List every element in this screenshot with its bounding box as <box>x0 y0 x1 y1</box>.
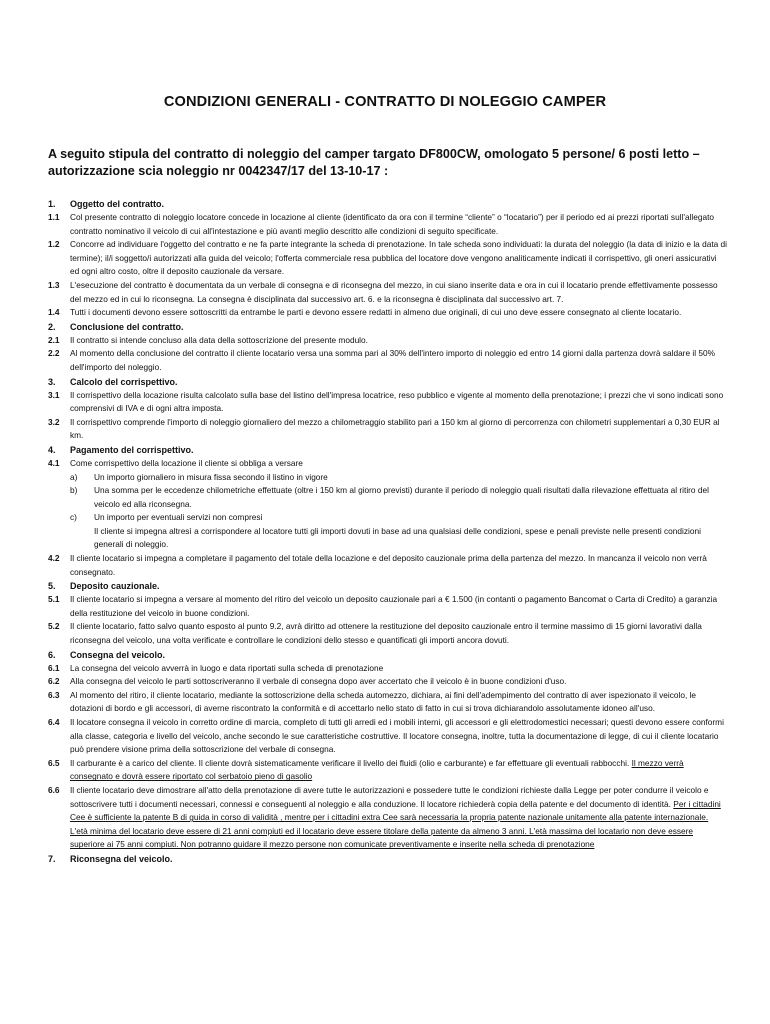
clause-text: Come corrispettivo della locazione il cliente si obbliga a versare <box>70 457 303 468</box>
clause-number: 6.1 <box>48 662 60 673</box>
section-heading <box>48 320 728 334</box>
clause-number: 2.1 <box>48 334 60 345</box>
clause-number: 6.5 <box>48 757 60 768</box>
clause-text: La consegna del veicolo avverrà in luogo e data riportati sulla scheda di prenotazione <box>70 662 384 673</box>
list-text: Una somma per le eccedenze chilometriche effettuate (oltre i 150 km al giorno previsti) durante il periodo di noleggio quali risultati dalla rilevazione effettuata al ritiro del veicolo ed alla riconsegna. <box>94 485 709 509</box>
document-title: CONDIZIONI GENERALI - CONTRATTO DI NOLEGGIO CAMPER <box>163 94 607 110</box>
clause-number: 5.1 <box>48 594 60 605</box>
section-heading <box>48 579 728 593</box>
clause-number: 4.2 <box>48 553 60 564</box>
clause-text: Alla consegna del veicolo le parti sottoscriveranno il verbale di consegna dopo aver accertato che il veicolo è in buone condizioni d'uso. <box>70 676 567 687</box>
clause-text: Al momento del ritiro, il cliente locatario, mediante la sottoscrizione della scheda automezzo, dichiara, ai fini dell'adempimento del contratto di aver ispezionato il veicolo, le dotazioni di bordo e gli accessori, di averne riscontrato la conformità e di accettarlo nello stato di fatto in cui si trova dichiarandolo assolutamente idoneo all'uso. <box>70 689 697 714</box>
section-number: 4. <box>48 444 56 455</box>
clause-text: Il locatore consegna il veicolo in corretto ordine di marcia, completo di tutti gli arredi ed i mobili interni, gli accessori e gli elettrodomestici necessari; questi devono essere conformi alla classe, categoria e livello del veicolo, anche secondo le sue caratteristiche costruttive. Il locatore consegna, inoltre, tutta la documentazione di legge, di cui il cliente locatario può prendere visione prima della sottoscrizione del verbale di consegna. <box>70 717 724 755</box>
clause-number: 2.2 <box>48 348 60 359</box>
contract-intro: A seguito stipula del contratto di noleggio del camper targato DF800CW, omologato 5 persone/ 6 posti letto – autorizzazione scia noleggio nr 0042347/17 del 13-10-17 : <box>48 147 700 178</box>
clause-number: 6.2 <box>48 676 60 687</box>
underlined-clause-text: Per i cittadini Cee è sufficiente la patente B di guida in corso di validità , mentre per i cittadini extra Cee sarà necessaria la propria patente nazionale unitamente alla patente internazionale. L'età minima del locatario deve essere di 21 anni compiuti ed il locatario deve essere titolare della patente da almeno 3 anni. L'età massima del locatario non deve essere superiore ai 75 anni compiuti. Non potranno guidare il mezzo persone non comunicate preventivamente e inserite nella scheda di prenotazione <box>70 798 721 850</box>
clause-text: Al momento della conclusione del contratto il cliente locatario versa una somma pari al 30% dell'intero importo di noleggio ed entro 14 giorni dalla partenza dovrà saldare il 50% dell'importo del noleggio. <box>70 348 715 372</box>
list-letter: a) <box>70 471 78 482</box>
list-item <box>48 484 728 511</box>
list-text: Un importo giornaliero in misura fissa secondo il listino in vigore <box>94 471 328 482</box>
clause-number: 1.1 <box>48 212 60 222</box>
section-title: Calcolo del corrispettivo. <box>70 376 178 387</box>
document-body <box>48 197 728 866</box>
clause <box>48 675 728 689</box>
clause-number: 1.4 <box>48 307 60 318</box>
clause <box>48 716 728 757</box>
clause-text: Il cliente locatario si impegna a completare il pagamento del totale della locazione e del deposito cauzionale prima della partenza del mezzo. In mancanza il veicolo non verrà consegnato. <box>70 553 707 577</box>
section-number: 7. <box>48 853 56 864</box>
section-number: 2. <box>48 321 56 332</box>
clause <box>48 757 728 784</box>
clause-number: 6.4 <box>48 717 60 727</box>
clause <box>48 279 728 306</box>
list-text: Un importo per eventuali servizi non compresi <box>94 512 263 523</box>
section-title: Pagamento del corrispettivo. <box>70 444 194 455</box>
clause-text: Il contratto si intende concluso alla data della sottoscrizione del presente modulo. <box>70 334 368 345</box>
list-item <box>48 511 728 525</box>
underlined-clause-text: Il mezzo verrà consegnato e dovrà essere riportato col serbatoio pieno di gasolio <box>70 757 684 782</box>
clause-number: 6.3 <box>48 689 60 700</box>
list-letter: b) <box>70 485 78 496</box>
clause <box>48 552 728 579</box>
clause <box>48 593 728 620</box>
section-title: Deposito cauzionale. <box>70 581 160 592</box>
clause-text: Il carburante è a carico del cliente. Il cliente dovrà sistematicamente verificare il livello dei fluidi (olio e carburante) e far effettuare gli eventuali rabbocchi. <box>70 757 632 768</box>
clause-text: Il cliente locatario deve dimostrare all'atto della prenotazione di avere tutte le autorizzazioni e possedere tutte le condizioni richieste dalla Legge per poter condurre il veicolo e sottoscrivere tutti i documenti necessari, connessi e conseguenti al noleggio e alla conduzione. Il locatore richiederà copia della patente e del documento di identità. <box>70 784 709 809</box>
clause <box>48 211 728 238</box>
clause-text: Col presente contratto di noleggio locatore concede in locazione al cliente (identificato da ora con il termine “cliente” o “locatario”) per il periodo ed ai prezzi riportati sull'allegato contratto nominativo il veicolo di cui all'intestazione e più avanti meglio descritto alle condizioni di seguito specificate. <box>70 212 715 236</box>
section-title: Consegna del veicolo. <box>70 649 166 660</box>
clause-text: Concorre ad individuare l'oggetto del contratto e ne fa parte integrante la scheda di prenotazione. In tale scheda sono individuati: la durata del noleggio (la data di inizio e la data di termine); il/i soggetto/i autorizzati alla guida del veicolo; l'offerta commerciale resa pubblica del locatore dove vengono analiticamente indicati il corrispettivo, gli oneri assicurativi ed ogni altro costo, oltre il deposito cauzionale da versare. <box>70 239 728 277</box>
clause <box>48 784 728 852</box>
list-continuation: Il cliente si impegna altresì a corrispondere al locatore tutti gli importi dovuti in base ad una qualsiasi delle condizioni, spese e penali previste nelle presenti condizioni generali di noleggio. <box>94 525 701 550</box>
section-heading <box>48 443 728 457</box>
section-title: Riconsegna del veicolo. <box>70 853 173 864</box>
clause <box>48 347 728 374</box>
clause-number: 1.2 <box>48 239 60 250</box>
section-title: Conclusione del contratto. <box>70 321 184 332</box>
clause-text: Il corrispettivo della locazione risulta calcolato sulla base del listino dell'impresa locatrice, reso pubblico e vigente al momento della prenotazione; i prezzi che vi sono indicati sono comprensivi di IVA e di ogni altra imposta. <box>70 389 724 414</box>
clause <box>48 306 728 320</box>
clause-number: 5.2 <box>48 621 60 632</box>
section-heading <box>48 197 728 211</box>
clause <box>48 689 728 716</box>
clause-text: L'esecuzione del contratto è documentata da un verbale di consegna e di riconsegna del mezzo, in cui siano inserite data e ora in cui il locatario prende effettivamente possesso del mezzo ed in cui lo riconsegna. La consegna è disciplinata dal successivo art. 6. e la riconsegna è disciplinata dal successivo art. 7. <box>70 279 718 304</box>
section-number: 5. <box>48 581 56 592</box>
section-number: 6. <box>48 649 56 660</box>
clause-text: Il corrispettivo comprende l'importo di noleggio giornaliero del mezzo a chilometraggio stabilito pari a 150 km al giorno di percorrenza con chilometri supplementari a 0,30 EUR al km. <box>70 416 720 441</box>
section-heading <box>48 648 728 662</box>
clause <box>48 334 728 348</box>
clause-text: Tutti i documenti devono essere sottoscritti da entrambe le parti e devono essere redatti in almeno due originali, di cui uno deve essere consegnato al cliente locatario. <box>70 307 682 318</box>
clause <box>48 457 728 471</box>
clause <box>48 416 728 443</box>
clause-number: 6.6 <box>48 784 60 795</box>
clause <box>48 620 728 647</box>
clause-number: 1.3 <box>48 279 60 290</box>
clause-text: Il cliente locatario si impegna a versare al momento del ritiro del veicolo un deposito cauzionale pari a € 1.500 (in contanti o pagamento Bancomat o Carta di Credito) a garanzia della restituzione del veicolo in buone condizioni. <box>70 594 718 618</box>
list-letter: c) <box>70 512 77 523</box>
clause <box>48 238 728 279</box>
clause-number: 3.2 <box>48 416 60 427</box>
clause-number: 4.1 <box>48 457 60 468</box>
section-number: 3. <box>48 376 56 387</box>
list-item <box>48 471 728 485</box>
section-heading <box>48 375 728 389</box>
section-title: Oggetto del contratto. <box>70 199 164 209</box>
clause-number: 3.1 <box>48 389 60 400</box>
section-heading <box>48 852 728 866</box>
clause-text: Il cliente locatario, fatto salvo quanto esposto al punto 9.2, avrà diritto ad ottenere la restituzione del deposito cauzionale entro il termine massimo di 15 giorni lavorativi dalla riconsegna del veicolo, una volta verificate e controllare le condizioni dello stesso e quantificati gli importi ancora dovuti. <box>70 621 702 646</box>
clause <box>48 662 728 676</box>
section-number: 1. <box>48 199 56 209</box>
clause <box>48 389 728 416</box>
